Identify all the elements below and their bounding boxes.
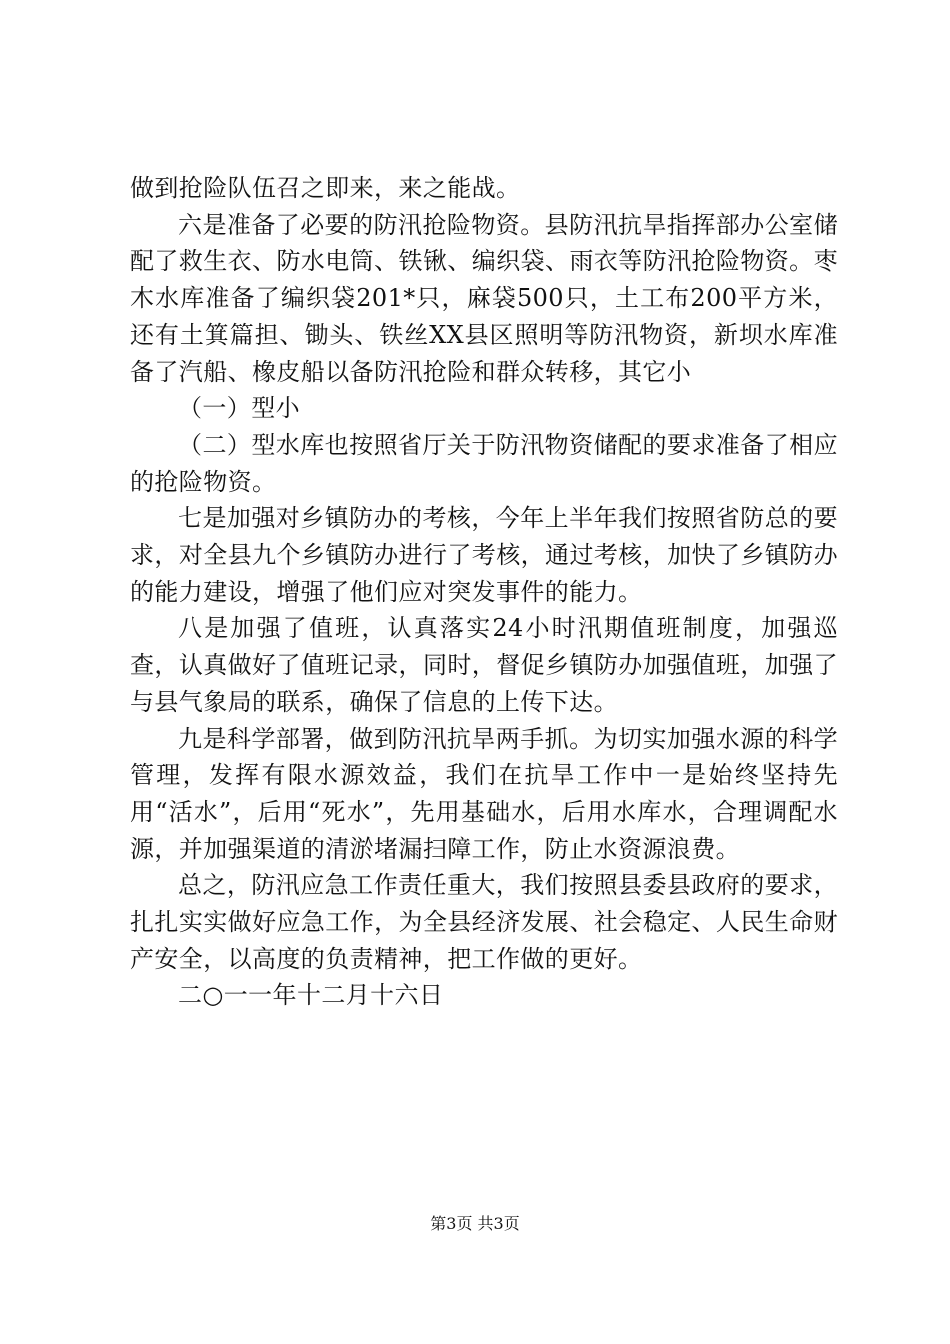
paragraph-date: 二○一一年十二月十六日 [178,981,444,1010]
paragraph-item-one: （一）型小 [178,394,300,423]
paragraph-item-two: （二）型水库也按照省厅关于防汛物资储配的要求准备了相应的抢险物资。 [130,430,838,496]
document-body [130,170,838,1014]
paragraph-duty: 八是加强了值班，认真落实24小时汛期值班制度，加强巡查，认真做好了值班记录，同时，督促乡镇防办加强值班，加强了与县气象局的联系，确保了信息的上传下达。 [130,614,838,716]
paragraph-assessment: 七是加强对乡镇防办的考核，今年上半年我们按照省防总的要求，对全县九个乡镇防办进行了考核，通过考核，加快了乡镇防办的能力建设，增强了他们应对突发事件的能力。 [130,504,838,606]
paragraph-deployment: 九是科学部署，做到防汛抗旱两手抓。为切实加强水源的科学管理，发挥有限水源效益，我们在抗旱工作中一是始终坚持先用“活水”，后用“死水”，先用基础水，后用水库水，合理调配水源，并加强渠道的清淤堵漏扫障工作，防止水资源浪费。 [130,724,838,863]
page-number-footer: 第3页 共3页 [430,1214,520,1233]
paragraph-summary: 总之，防汛应急工作责任重大，我们按照县委县政府的要求，扎扎实实做好应急工作，为全县经济发展、社会稳定、人民生命财产安全，以高度的负责精神，把工作做的更好。 [130,871,838,973]
paragraph-materials: 六是准备了必要的防汛抢险物资。县防汛抗旱指挥部办公室储配了救生衣、防水电筒、铁锹、编织袋、雨衣等防汛抢险物资。枣木水库准备了编织袋201*只，麻袋500只，土工布200平方米，还有土箕篇担、锄头、铁丝XX县区照明等防汛物资，新坝水库准备了汽船、橡皮船以备防汛抢险和群众转移，其它小 [130,210,838,386]
paragraph-continuation: 做到抢险队伍召之即来，来之能战。 [130,174,521,202]
